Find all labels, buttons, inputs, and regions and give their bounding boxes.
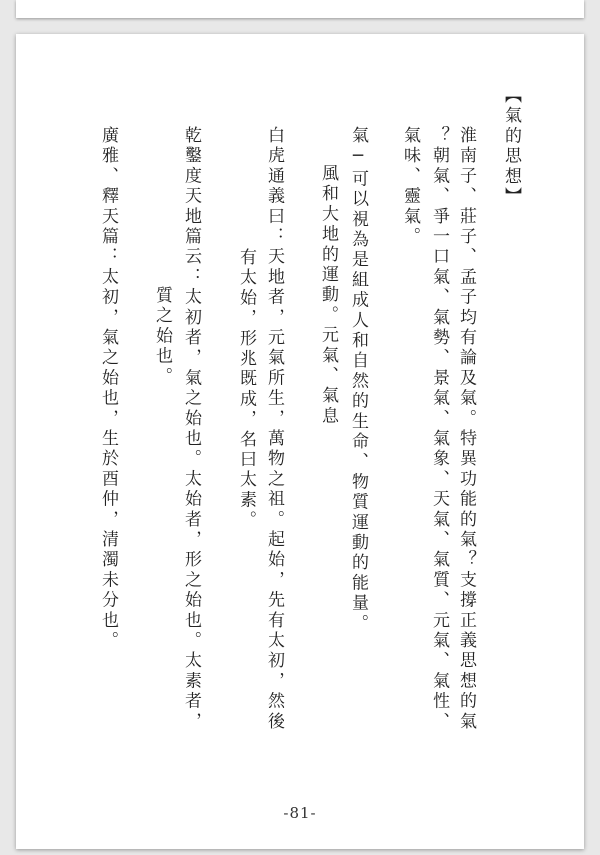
- text-line: 質之始也。: [152, 286, 172, 387]
- page-number: -81-: [283, 804, 317, 822]
- text-line: 白虎通義曰：天地者，元氣所生，萬物之祖。起始，先有太初，然後: [264, 126, 284, 732]
- section-title: 【氣的思想】: [501, 86, 521, 208]
- text-line: 氣味、靈氣。: [400, 126, 420, 248]
- text-line: 氣─可以視為是組成人和自然的生命、物質運動的能量。: [348, 126, 368, 634]
- text-line: 廣雅、釋天篇：太初，氣之始也，生於酉仲，清濁未分也。: [98, 126, 118, 652]
- text-line: 淮南子、莊子、孟子均有論及氣。特異功能的氣？支撐正義思想的氣: [456, 126, 476, 732]
- text-line: 有太始，形兆既成，名曰太素。: [236, 248, 256, 531]
- text-line: 風和大地的運動。元氣、氣息: [318, 164, 338, 427]
- document-page: [16, 34, 584, 849]
- text-line: 乾鑿度天地篇云：太初者，氣之始也。太始者，形之始也。太素者，: [181, 126, 201, 732]
- previous-page-edge: [16, 0, 584, 18]
- text-line: ？朝氣、爭一口氣、氣勢、景氣、氣象、天氣、氣質、元氣、氣性、: [429, 126, 449, 732]
